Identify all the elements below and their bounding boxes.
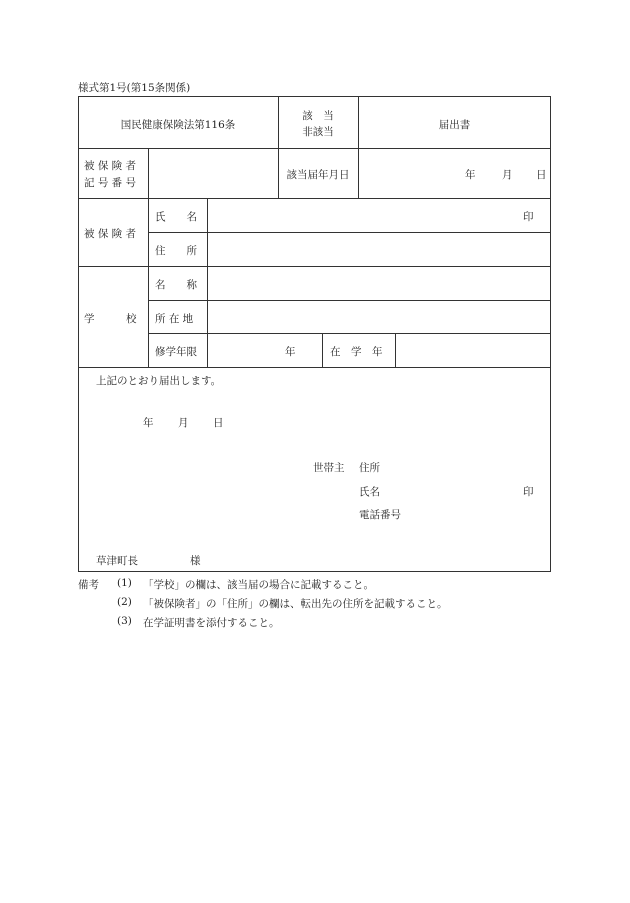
- school-term-label: 修学年限: [155, 346, 197, 358]
- householder-name-label: 氏名: [359, 486, 380, 498]
- notice-title: 届出書: [438, 119, 471, 131]
- addressee: 草津町長: [96, 555, 138, 567]
- col-divider: [207, 198, 208, 367]
- remark-text: 在学証明書を添付すること。: [143, 617, 280, 629]
- householder-seal: 印: [523, 486, 534, 498]
- insured-number-label-1: 被 保 険 者: [84, 160, 137, 172]
- date-day: 日: [536, 169, 547, 181]
- declaration-text: 上記のとおり届出します。: [96, 375, 222, 387]
- row-divider: [148, 232, 551, 233]
- school-location-label: 所 在 地: [155, 313, 194, 325]
- insured-address-label: 住 所: [155, 245, 197, 257]
- col-divider: [358, 96, 359, 198]
- addressee-honorific: 様: [190, 555, 201, 567]
- insured-label: 被 保 険 者: [84, 228, 137, 240]
- insured-name-label: 氏 名: [155, 211, 197, 223]
- householder-phone-label: 電話番号: [359, 509, 401, 521]
- school-label: 学 校: [84, 313, 137, 325]
- declaration-day: 日: [213, 417, 224, 429]
- insured-number-label-2: 記 号 番 号: [84, 177, 137, 189]
- form-number-label: 様式第1号(第15条関係): [78, 82, 191, 94]
- applicable-option: 該 当: [302, 110, 334, 122]
- col-divider: [395, 333, 396, 367]
- law-title: 国民健康保険法第116条: [120, 119, 236, 131]
- householder-label: 世帯主: [313, 462, 345, 474]
- declaration-year: 年: [143, 417, 154, 429]
- remark-number: (2): [117, 596, 132, 608]
- declaration-month: 月: [178, 417, 189, 429]
- remark-text: 「被保険者」の「住所」の欄は、転出先の住所を記載すること。: [143, 598, 448, 610]
- householder-address-label: 住所: [359, 462, 380, 474]
- date-month: 月: [502, 169, 513, 181]
- remark-number: (3): [117, 615, 132, 627]
- notification-date-label: 該当届年月日: [286, 169, 350, 181]
- school-name-label: 名 称: [155, 279, 197, 291]
- row-divider: [148, 300, 551, 301]
- date-year: 年: [465, 169, 476, 181]
- insured-seal: 印: [523, 211, 534, 223]
- school-grade-label: 在 学 年: [330, 346, 383, 358]
- remarks-label: 備考: [78, 579, 99, 591]
- col-divider: [322, 333, 323, 367]
- remark-number: (1): [117, 577, 132, 589]
- row-divider: [78, 367, 551, 368]
- row-divider: [148, 333, 551, 334]
- remark-text: 「学校」の欄は、該当届の場合に記載すること。: [143, 579, 374, 591]
- not-applicable-option: 非該当: [302, 126, 334, 138]
- col-divider: [148, 148, 149, 367]
- school-term-year-unit: 年: [285, 346, 296, 358]
